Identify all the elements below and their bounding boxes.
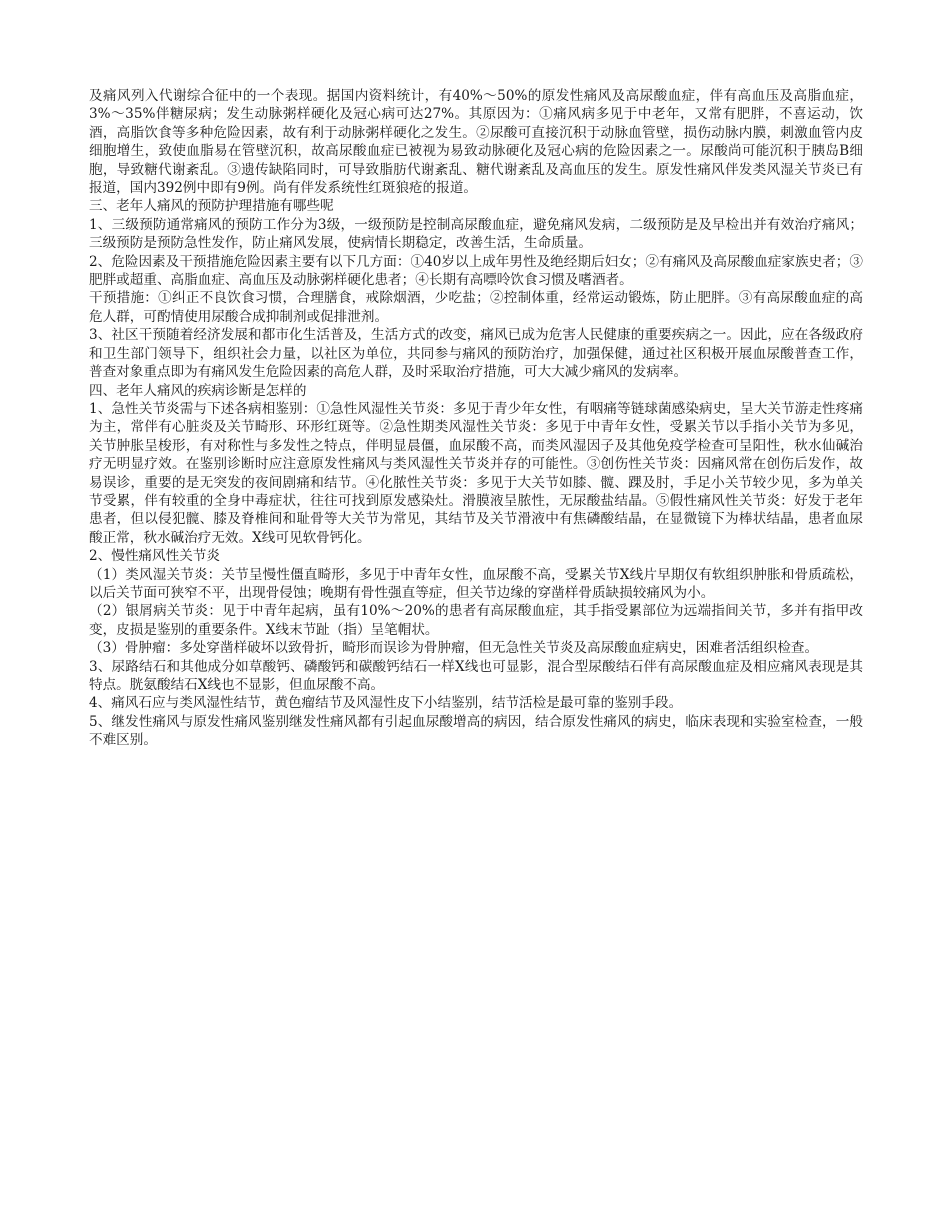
paragraph-psoriatic: （2）银屑病关节炎：见于中青年起病，虽有10%～20%的患者有高尿酸血症，其手指受累部位为远端指间关节，多并有指甲改变，皮损是鉴别的重要条件。X线末节趾（指）呈笔帽状。 [89, 603, 863, 638]
paragraph-urinary-stones: 3、尿路结石和其他成分如草酸钙、磷酸钙和碳酸钙结石一样X线也可显影，混合型尿酸结石伴有高尿酸血症及相应痛风表现是其特点。胱氨酸结石X线也不显影，但血尿酸不高。 [89, 658, 863, 693]
document-body [89, 87, 863, 750]
paragraph-bone-tumor: （3）骨肿瘤：多处穿凿样破坏以致骨折，畸形而误诊为骨肿瘤，但无急性关节炎及高尿酸血症病史，困难者活组织检查。 [89, 640, 819, 657]
paragraph-rheumatoid: （1）类风湿关节炎：关节呈慢性僵直畸形，多见于中青年女性，血尿酸不高，受累关节X线片早期仅有软组织肿胀和骨质疏松，以后关节面可狭窄不平，出现骨侵蚀；晚期有骨性强直等症，但关节边缘的穿凿样骨质缺损较痛风为小。 [89, 566, 863, 601]
paragraph-secondary-gout: 5、继发性痛风与原发性痛风鉴别继发性痛风都有引起血尿酸增高的病因，结合原发性痛风的病史，临床表现和实验室检查，一般不难区别。 [89, 713, 863, 749]
section-heading-diagnosis: 四、老年人痛风的疾病诊断是怎样的 [89, 382, 307, 399]
paragraph-prevention-levels: 1、三级预防通常痛风的预防工作分为3级，一级预防是控制高尿酸血症，避免痛风发病，二级预防是及早检出并有效治疗痛风；三级预防是预防急性发作，防止痛风发展，使病情长期稳定，改善生活，生命质量。 [89, 216, 863, 252]
paragraph-community-intervention: 3、社区干预随着经济发展和都市化生活普及，生活方式的改变，痛风已成为危害人民健康的重要疾病之一。因此，应在各级政府和卫生部门领导下，组织社会力量，以社区为单位，共同参与痛风的预防治疗，加强保健，通过社区积极开展血尿酸普查工作，普查对象重点即为有痛风发生危险因素的高危人群，及时采取治疗措施，可大大减少痛风的发病率。 [89, 327, 863, 381]
paragraph-acute-arthritis: 1、急性关节炎需与下述各病相鉴别：①急性风湿性关节炎：多见于青少年女性，有咽痛等链球菌感染病史，呈大关节游走性疼痛为主，常伴有心脏炎及关节畸形、环形红斑等。②急性期类风湿性关节炎：多见于中青年女性，受累关节以手指小关节为多见，关节肿胀呈梭形，有对称性与多发性之特点，伴明显晨僵，血尿酸不高，而类风湿因子及其他免疫学检查可呈阳性，秋水仙碱治疗无明显疗效。在鉴别诊断时应注意原发性痛风与类风湿性关节炎并存的可能性。③创伤性关节炎：因痛风常在创伤后发作，故易误诊，重要的是无突发的夜间剧痛和结节。④化脓性关节炎：多见于大关节如膝、髋、踝及肘，手足小关节较少见，多为单关节受累，伴有较重的全身中毒症状，往往可找到原发感染灶。滑膜液呈脓性，无尿酸盐结晶。⑤假性痛风性关节炎：好发于老年患者，但以侵犯髋、膝及脊椎间和耻骨等大关节为常见，其结节及关节滑液中有焦磷酸结晶，在显微镜下为棒状结晶，患者血尿酸正常，秋水碱治疗无效。X线可见软骨钙化。 [89, 400, 863, 546]
paragraph-risk-factors: 2、危险因素及干预措施危险因素主要有以下几方面：①40岁以上成年男性及绝经期后妇女；②有痛风及高尿酸血症家族史者；③肥胖或超重、高脂血症、高血压及动脉粥样硬化患者；④长期有高嘌呤饮食习惯及嗜酒者。 [89, 253, 863, 289]
paragraph-tophus: 4、痛风石应与类风湿性结节，黄色瘤结节及风湿性皮下小结鉴别，结节活检是最可靠的鉴别手段。 [89, 695, 683, 712]
subheading-chronic-arthritis: 2、慢性痛风性关节炎 [89, 548, 220, 565]
paragraph-intro: 及痛风列入代谢综合征中的一个表现。据国内资料统计，有40%～50%的原发性痛风及高尿酸血症，伴有高血压及高脂血症，3%～35%伴糖尿病；发生动脉粥样硬化及冠心病可达27%。其原因为：①痛风病多见于中老年，又常有肥胖，不喜运动，饮酒，高脂饮食等多种危险因素，故有利于动脉粥样硬化之发生。②尿酸可直接沉积于动脉血管壁，损伤动脉内膜，刺激血管内皮细胞增生，致使血脂易在管壁沉积，故高尿酸血症已被视为易致动脉硬化及冠心病的危险因素之一。尿酸尚可能沉积于胰岛B细胞，导致糖代谢紊乱。③遗传缺陷同时，可导致脂肪代谢紊乱、糖代谢紊乱及高血压的发生。原发性痛风伴发类风湿关节炎已有报道，国内392例中即有9例。尚有伴发系统性红斑狼疮的报道。 [89, 88, 863, 197]
section-heading-prevention: 三、老年人痛风的预防护理措施有哪些呢 [89, 198, 334, 215]
paragraph-interventions: 干预措施：①纠正不良饮食习惯，合理膳食，戒除烟酒，少吃盐；②控制体重，经常运动锻炼，防止肥胖。③有高尿酸血症的高危人群，可酌情使用尿酸合成抑制剂或促排泄剂。 [89, 290, 863, 325]
